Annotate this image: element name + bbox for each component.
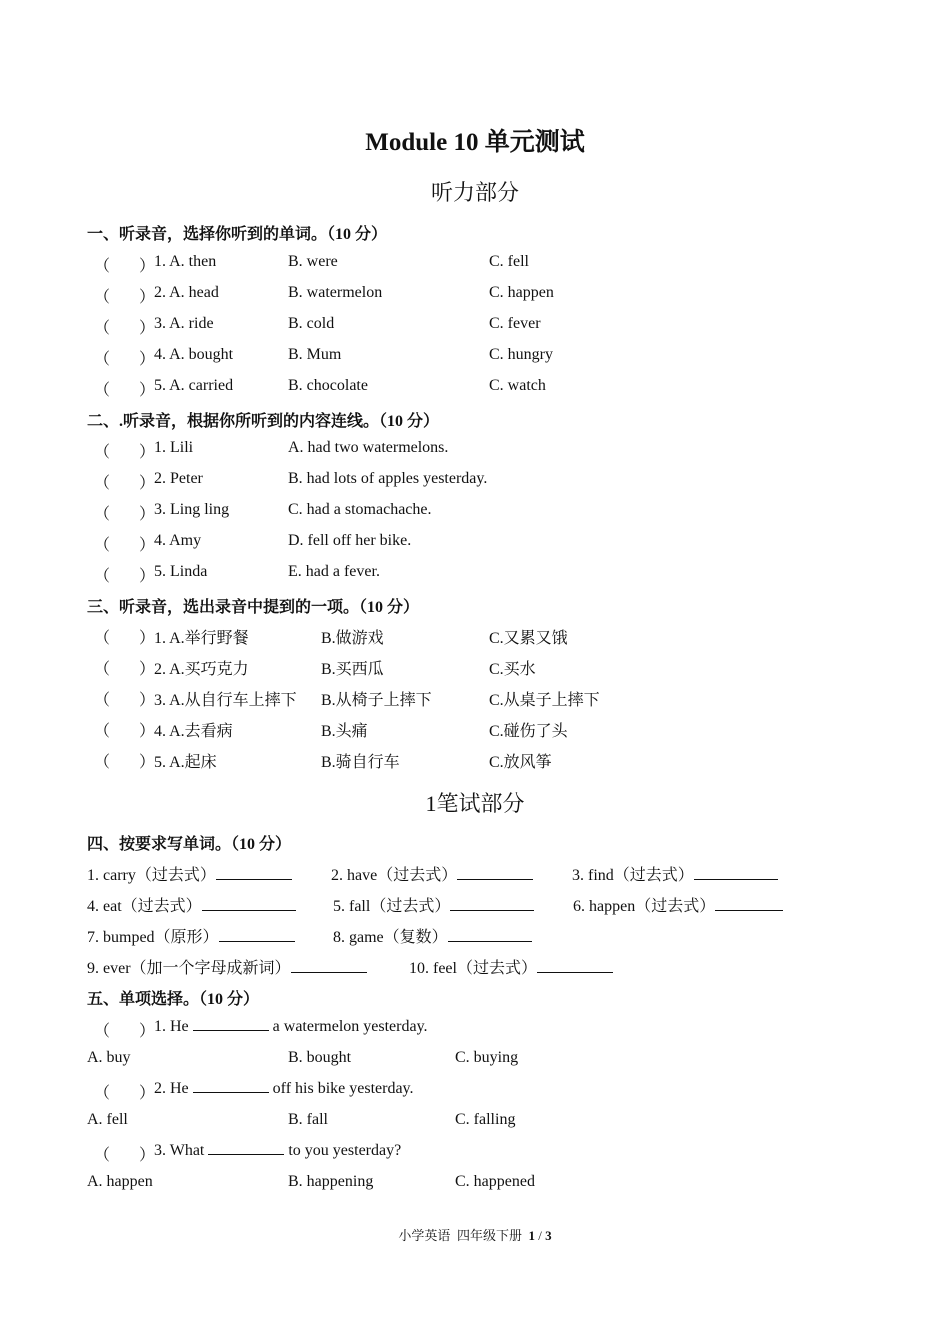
answer-blank[interactable] <box>457 879 533 880</box>
answer-blank[interactable] <box>208 1154 284 1155</box>
mc-options <box>0 1111 950 1135</box>
section2-row <box>0 532 950 556</box>
word-task-prompt: 1. carry（过去式） <box>87 867 216 884</box>
footer-separator: / <box>538 1228 542 1243</box>
question-option-a: 5. A. carried <box>154 377 234 394</box>
word-task-prompt: 8. game（复数） <box>333 929 448 946</box>
question-option-c: C.从桌子上摔下 <box>489 692 600 709</box>
answer-blank[interactable] <box>193 1092 269 1093</box>
answer-blank[interactable] <box>291 972 367 973</box>
answer-paren-close: ） <box>139 1147 156 1164</box>
answer-blank[interactable] <box>448 941 532 942</box>
mc-options <box>0 1173 950 1197</box>
mc-question-text <box>154 1080 414 1098</box>
word-task-row <box>0 862 950 886</box>
word-task <box>573 893 783 916</box>
word-task-prompt: 9. ever（加一个字母成新词） <box>87 960 291 977</box>
answer-paren-close: ） <box>139 320 156 337</box>
answer-blank[interactable] <box>450 910 534 911</box>
mc-option-c: C. falling <box>455 1111 516 1128</box>
word-task <box>331 862 533 885</box>
mc-question-text <box>154 1018 428 1036</box>
mc-option-c: C. happened <box>455 1173 535 1190</box>
match-statement: E. had a fever. <box>288 563 380 580</box>
mc-option-a: A. happen <box>87 1173 153 1190</box>
answer-paren-open: （ <box>94 320 111 337</box>
mc-question <box>0 1080 950 1104</box>
answer-paren-open: （ <box>94 754 111 771</box>
answer-paren-close: ） <box>139 723 156 740</box>
section2-row <box>0 563 950 587</box>
answer-paren-close: ） <box>139 289 156 306</box>
mc-question-pre: 1. He <box>154 1018 193 1035</box>
word-task <box>572 862 778 885</box>
answer-paren-open: （ <box>94 382 111 399</box>
word-task <box>87 955 367 978</box>
question-option-b: B. watermelon <box>288 284 383 301</box>
question-option-a: 1. A. then <box>154 253 217 270</box>
match-name: 5. Linda <box>154 563 208 580</box>
section1-row <box>0 346 950 370</box>
answer-paren-open: （ <box>94 258 111 275</box>
answer-paren-close: ） <box>139 537 156 554</box>
footer-page-number: 1 <box>528 1228 535 1243</box>
mc-option-a: A. fell <box>87 1111 128 1128</box>
match-name: 2. Peter <box>154 470 203 487</box>
answer-blank[interactable] <box>202 910 296 911</box>
word-task <box>409 955 613 978</box>
answer-paren-open: （ <box>94 1147 111 1164</box>
question-option-a: 5. A.起床 <box>154 754 217 771</box>
question-option-a: 4. A.去看病 <box>154 723 233 740</box>
page-title: Module 10 单元测试 <box>365 129 585 156</box>
footer-subject: 小学英语 <box>398 1228 451 1243</box>
question-option-c: C. fever <box>489 315 541 332</box>
word-task-prompt: 2. have（过去式） <box>331 867 458 884</box>
mc-option-c: C. buying <box>455 1049 519 1066</box>
word-task-row <box>0 955 950 979</box>
answer-paren-close: ） <box>139 1085 156 1102</box>
answer-blank[interactable] <box>537 972 613 973</box>
section2-heading: 二、.听录音，根据你所听到的内容连线。（10 分） <box>87 413 440 430</box>
question-option-b: B.骑自行车 <box>321 754 400 771</box>
listening-heading: 听力部分 <box>430 180 519 205</box>
answer-paren-close: ） <box>139 475 156 492</box>
question-option-c: C. hungry <box>489 346 553 363</box>
answer-paren-close: ） <box>139 568 156 585</box>
word-task <box>333 893 534 916</box>
word-task-prompt: 7. bumped（原形） <box>87 929 219 946</box>
word-task <box>333 924 532 947</box>
answer-blank[interactable] <box>715 910 783 911</box>
section2-row <box>0 501 950 525</box>
answer-blank[interactable] <box>694 879 778 880</box>
section1-row <box>0 377 950 401</box>
word-task <box>87 893 296 916</box>
answer-paren-open: （ <box>94 506 111 523</box>
question-option-b: B.从椅子上摔下 <box>321 692 432 709</box>
answer-paren-close: ） <box>139 258 156 275</box>
section3-row <box>0 656 950 680</box>
answer-paren-close: ） <box>139 754 156 771</box>
question-option-a: 3. A. ride <box>154 315 214 332</box>
question-option-b: B.买西瓜 <box>321 661 384 678</box>
mc-option-b: B. fall <box>288 1111 328 1128</box>
word-task <box>87 862 292 885</box>
mc-option-a: A. buy <box>87 1049 131 1066</box>
question-option-a: 4. A. bought <box>154 346 234 363</box>
question-option-c: C.放风筝 <box>489 754 552 771</box>
answer-paren-open: （ <box>94 537 111 554</box>
question-option-a: 2. A. head <box>154 284 219 301</box>
mc-question-post: to you yesterday? <box>284 1142 402 1159</box>
match-name: 3. Ling ling <box>154 501 230 518</box>
section2-row <box>0 470 950 494</box>
section2-row <box>0 439 950 463</box>
match-name: 1. Lili <box>154 439 194 456</box>
match-statement: B. had lots of apples yesterday. <box>288 470 488 487</box>
question-option-b: B.做游戏 <box>321 630 384 647</box>
answer-paren-open: （ <box>94 1085 111 1102</box>
answer-paren-close: ） <box>139 351 156 368</box>
mc-question <box>0 1142 950 1166</box>
answer-paren-open: （ <box>94 661 111 678</box>
answer-paren-open: （ <box>94 692 111 709</box>
section5-heading: 五、单项选择。（10 分） <box>87 991 260 1008</box>
question-option-a: 2. A.买巧克力 <box>154 661 249 678</box>
word-task-prompt: 5. fall（过去式） <box>333 898 451 915</box>
question-option-b: B. cold <box>288 315 335 332</box>
section3-row <box>0 625 950 649</box>
question-option-c: C. fell <box>489 253 529 270</box>
page-footer <box>0 1225 950 1244</box>
word-task-prompt: 6. happen（过去式） <box>573 898 716 915</box>
word-task <box>87 924 295 947</box>
question-option-c: C.又累又饿 <box>489 630 568 647</box>
section1-row <box>0 315 950 339</box>
question-option-a: 1. A.举行野餐 <box>154 630 249 647</box>
section3-row <box>0 749 950 773</box>
answer-blank[interactable] <box>216 879 292 880</box>
word-task-prompt: 4. eat（过去式） <box>87 898 202 915</box>
answer-blank[interactable] <box>193 1030 269 1031</box>
mc-options <box>0 1049 950 1073</box>
answer-paren-open: （ <box>94 630 111 647</box>
section3-heading: 三、听录音，选出录音中提到的一项。（10 分） <box>87 599 420 616</box>
writing-heading: 1笔试部分 <box>425 791 525 816</box>
word-task-row <box>0 924 950 948</box>
match-statement: A. had two watermelons. <box>288 439 449 456</box>
question-option-c: C.碰伤了头 <box>489 723 568 740</box>
question-option-b: B. chocolate <box>288 377 368 394</box>
section3-row <box>0 718 950 742</box>
mc-question-pre: 2. He <box>154 1080 193 1097</box>
question-option-b: B.头痛 <box>321 723 368 740</box>
question-option-c: C. happen <box>489 284 554 301</box>
match-statement: D. fell off her bike. <box>288 532 412 549</box>
answer-paren-close: ） <box>139 444 156 461</box>
footer-page-total: 3 <box>545 1228 552 1243</box>
answer-blank[interactable] <box>219 941 295 942</box>
answer-paren-open: （ <box>94 475 111 492</box>
answer-paren-close: ） <box>139 506 156 523</box>
answer-paren-close: ） <box>139 692 156 709</box>
section3-row <box>0 687 950 711</box>
mc-question-pre: 3. What <box>154 1142 209 1159</box>
section1-heading: 一、听录音，选择你听到的单词。（10 分） <box>87 226 388 243</box>
answer-paren-open: （ <box>94 723 111 740</box>
answer-paren-close: ） <box>139 1023 156 1040</box>
mc-question <box>0 1018 950 1042</box>
question-option-c: C.买水 <box>489 661 536 678</box>
word-task-row <box>0 893 950 917</box>
answer-paren-open: （ <box>94 289 111 306</box>
match-name: 4. Amy <box>154 532 202 549</box>
answer-paren-close: ） <box>139 630 156 647</box>
section1-row <box>0 253 950 277</box>
mc-question-post: off his bike yesterday. <box>268 1080 414 1097</box>
answer-paren-open: （ <box>94 444 111 461</box>
section4-heading: 四、按要求写单词。（10 分） <box>87 836 292 853</box>
section1-row <box>0 284 950 308</box>
question-option-c: C. watch <box>489 377 546 394</box>
question-option-b: B. were <box>288 253 338 270</box>
answer-paren-close: ） <box>139 382 156 399</box>
answer-paren-close: ） <box>139 661 156 678</box>
mc-question-post: a watermelon yesterday. <box>268 1018 428 1035</box>
mc-option-b: B. bought <box>288 1049 352 1066</box>
match-statement: C. had a stomachache. <box>288 501 432 518</box>
answer-paren-open: （ <box>94 568 111 585</box>
question-option-b: B. Mum <box>288 346 342 363</box>
mc-option-b: B. happening <box>288 1173 374 1190</box>
answer-paren-open: （ <box>94 351 111 368</box>
question-option-a: 3. A.从自行车上摔下 <box>154 692 297 709</box>
mc-question-text <box>154 1142 401 1160</box>
footer-grade: 四年级下册 <box>456 1228 522 1243</box>
word-task-prompt: 10. feel（过去式） <box>409 960 537 977</box>
word-task-prompt: 3. find（过去式） <box>572 867 694 884</box>
answer-paren-open: （ <box>94 1023 111 1040</box>
